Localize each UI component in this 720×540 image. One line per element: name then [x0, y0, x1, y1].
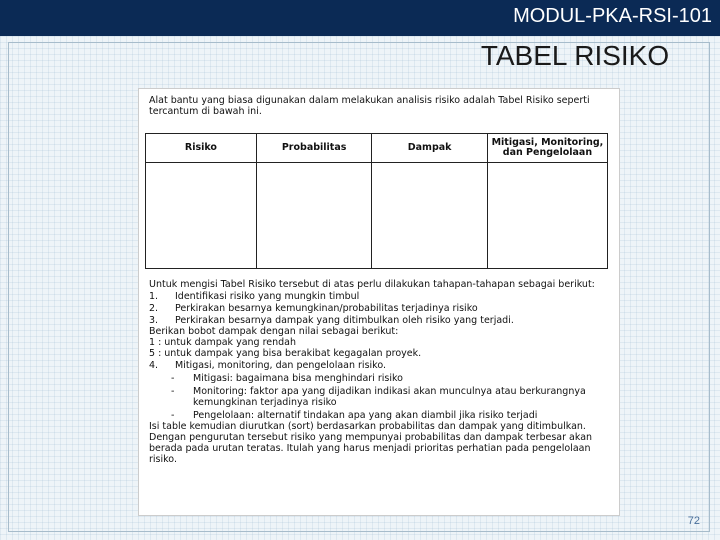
risk-table-empty-row [146, 163, 608, 269]
header-risiko: Risiko [146, 134, 257, 163]
dash-bullet: - [171, 386, 175, 397]
weight-item: 1 : untuk dampak yang rendah [149, 337, 297, 348]
step-item [149, 303, 611, 314]
step-text: Mitigasi, monitoring, dan pengelolaan risiko. [175, 360, 386, 371]
header-probabilitas: Probabilitas [256, 134, 372, 163]
step-number: 2. [149, 303, 159, 314]
weight-intro: Berikan bobot dampak dengan nilai sebagai berikut: [149, 326, 399, 337]
step-number: 1. [149, 291, 159, 302]
module-code: MODUL-PKA-RSI-101 [513, 5, 712, 27]
sub-item [171, 373, 611, 384]
sub-item [171, 386, 611, 408]
step-text: Perkirakan besarnya kemungkinan/probabilitas terjadinya risiko [175, 303, 478, 314]
weight-item: 5 : untuk dampak yang bisa berakibat kegagalan proyek. [149, 348, 422, 359]
risk-table [145, 133, 608, 269]
sub-item-text: Pengelolaan: alternatif tindakan apa yang akan diambil jika risiko terjadi [193, 410, 538, 421]
document-body [149, 279, 611, 465]
step-item [149, 291, 611, 302]
closing-paragraph: Isi table kemudian diurutkan (sort) berdasarkan probabilitas dan dampak yang ditimbulkan. Dengan pengurutan tersebut risiko yang mempunyai probabilitas dan dampak terbesar akan berada pada urutan teratas. Itulah yang harus menjadi prioritas perhatian pada pengelolaan risiko. [149, 421, 593, 465]
step-number: 3. [149, 315, 159, 326]
header-dampak: Dampak [372, 134, 488, 163]
step-text: Perkirakan besarnya dampak yang ditimbulkan oleh risiko yang terjadi. [175, 315, 514, 326]
header-bar [0, 0, 720, 36]
sub-item-text: Mitigasi: bagaimana bisa menghindari risiko [193, 373, 403, 384]
header-mitigasi: Mitigasi, Monitoring, dan Pengelolaan [487, 134, 607, 163]
table-cell [146, 163, 257, 269]
after-table-paragraph: Untuk mengisi Tabel Risiko tersebut di atas perlu dilakukan tahapan-tahapan sebagai berikut: [149, 279, 595, 290]
step-number: 4. [149, 360, 159, 371]
intro-paragraph: Alat bantu yang biasa digunakan dalam melakukan analisis risiko adalah Tabel Risiko seperti tercantum di bawah ini. [149, 95, 590, 117]
step-item [149, 315, 611, 326]
sub-item-text: Monitoring: faktor apa yang dijadikan indikasi akan munculnya atau berkurangnya kemungkinan terjadinya risiko [193, 386, 586, 408]
step-item [149, 360, 611, 371]
table-cell [256, 163, 372, 269]
dash-bullet: - [171, 373, 175, 384]
table-cell [372, 163, 488, 269]
slide-title: TABEL RISIKO [480, 40, 670, 71]
sub-item [171, 410, 611, 421]
document-image [138, 88, 620, 516]
risk-table-header-row [146, 134, 608, 163]
table-cell [487, 163, 607, 269]
page-number: 72 [687, 515, 700, 527]
dash-bullet: - [171, 410, 175, 421]
step-text: Identifikasi risiko yang mungkin timbul [175, 291, 360, 302]
